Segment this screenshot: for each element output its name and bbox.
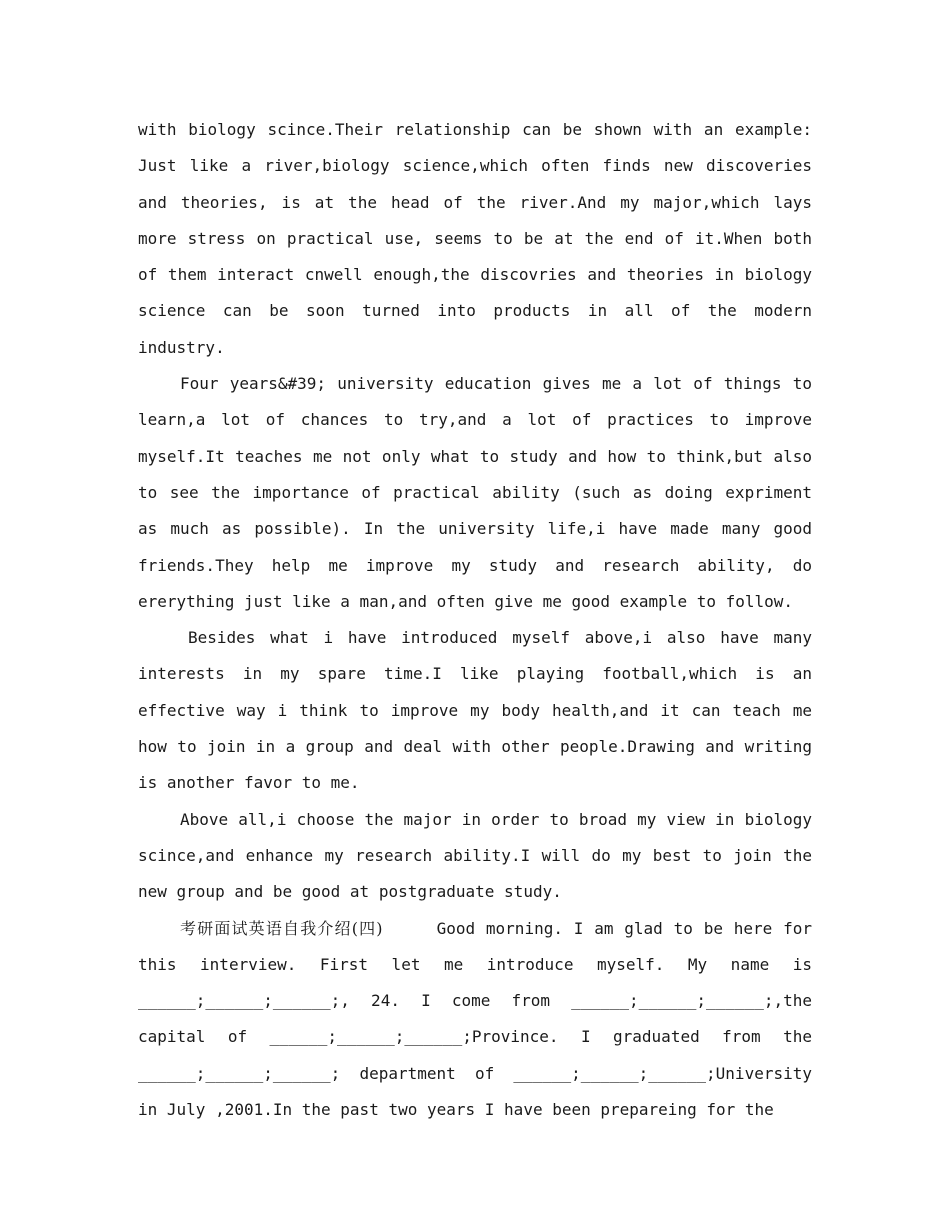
paragraph-self-introduction-four [138,911,812,1129]
section-heading: 考研面试英语自我介绍(四) [180,918,383,938]
paragraph-interests: Besides what i have introduced myself above,i also have many interests in my spare time.I like playing football,which is an effective way i think to improve my body health,and it can teach me how to join in a group and deal with other people.Drawing and writing is another favor to me. [138,628,812,793]
document-page [138,112,812,1128]
paragraph-biology-relationship: with biology scince.Their relationship can be shown with an example: Just like a river,biology science,which often finds new discoveries and theories, is at the head of the river.And my major,which lays more stress on practical use, seems to be at the end of it.When both of them interact cnwell enough,the discovries and theories in biology science can be soon turned into products in all of the modern industry. [138,120,812,357]
paragraph-university-education: Four years&#39; university education gives me a lot of things to learn,a lot of chances to try,and a lot of practices to improve myself.It teaches me not only what to study and how to think,but also to see the importance of practical ability (such as doing expriment as much as possible). In the university life,i have made many good friends.They help me improve my study and research ability, do ererything just like a man,and often give me good example to follow. [138,374,812,611]
paragraph-conclusion: Above all,i choose the major in order to broad my view in biology scince,and enhance my research ability.I will do my best to join the new group and be good at postgraduate study. [138,809,812,902]
section-paragraph-text: Good morning. I am glad to be here for this interview. First let me introduce myself. My name is ______;______;______;, 24. I come from ______;______;______;,the capital of ______;______;______;Province. I graduated from the ______;______;______; department of ______;______;______;University in July ,2001.In the past two years I have been prepareing for the [138,918,812,1120]
